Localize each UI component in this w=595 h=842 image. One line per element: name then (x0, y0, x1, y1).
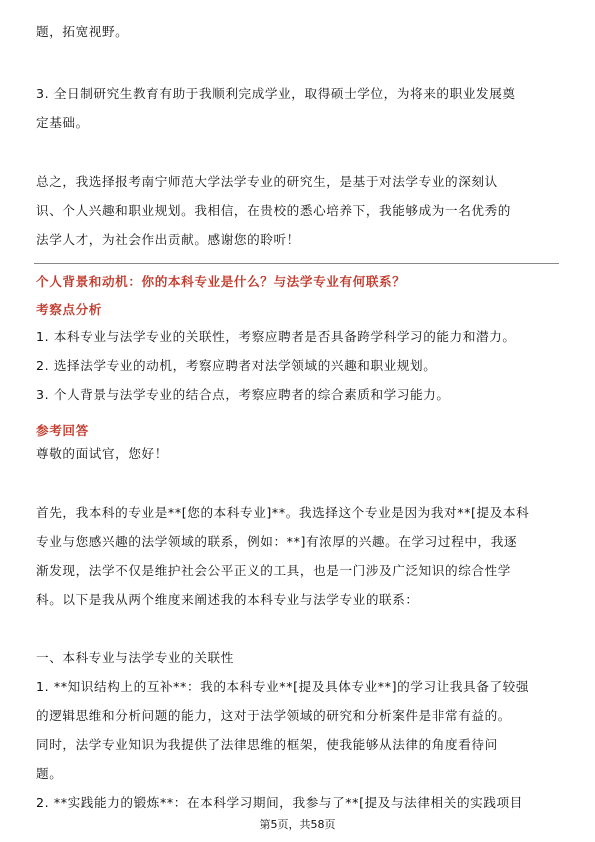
analysis-heading: 考察点分析 (36, 302, 102, 317)
answer-line: 2. **实践能力的锻炼**：在本科学习期间，我参与了**[提及与法律相关的实践项目 (36, 795, 523, 810)
body-text-line: 总之，我选择报考南宁师范大学法学专业的研究生，是基于对法学专业的深刻认 (36, 174, 498, 189)
answer-line: 渐发现，法学不仅是维护社会公平正义的工具，也是一门涉及广泛知识的综合性学 (36, 563, 511, 578)
analysis-item: 1. 本科专业与法学专业的关联性，考察应聘者是否具备跨学科学习的能力和潜力。 (36, 329, 516, 344)
answer-line: 尊敬的面试官，您好！ (36, 446, 168, 461)
body-text-line: 3. 全日制研究生教育有助于我顺利完成学业，取得硕士学位，为将来的职业发展奠 (36, 86, 516, 101)
answer-line: 的逻辑思维和分析问题的能力，这对于法学领域的研究和分析案件是非常有益的。 (36, 708, 511, 723)
question-heading: 个人背景和动机：你的本科专业是什么？与法学专业有何联系？ (36, 274, 406, 289)
answer-line: 科。以下是我从两个维度来阐述我的本科专业与法学专业的联系： (36, 592, 419, 607)
answer-heading: 参考回答 (36, 423, 89, 438)
body-text-line: 定基础。 (36, 115, 89, 130)
answer-line: 1. **知识结构上的互补**：我的本科专业**[提及具体专业**]的学习让我具备了较强 (36, 679, 530, 694)
answer-line: 首先，我本科的专业是**[您的本科专业]**。我选择这个专业是因为我对**[提及本科 (36, 505, 530, 520)
page-number: 第5页，共58页 (259, 818, 336, 831)
answer-line: 题。 (36, 766, 63, 781)
answer-line: 专业与您感兴趣的法学领域的联系，例如：**]有浓厚的兴趣。在学习过程中，我逐 (36, 534, 518, 549)
analysis-item: 3. 个人背景与法学专业的结合点，考察应聘者的综合素质和学习能力。 (36, 387, 450, 402)
body-text-line: 识、个人兴趣和职业规划。我相信，在贵校的悉心培养下，我能够成为一名优秀的 (36, 203, 511, 218)
section-divider (34, 263, 559, 264)
answer-subheading: 一、本科专业与法学专业的关联性 (36, 650, 234, 665)
analysis-item: 2. 选择法学专业的动机，考察应聘者对法学领域的兴趣和职业规划。 (36, 358, 437, 373)
answer-line: 同时，法学专业知识为我提供了法律思维的框架，使我能够从法律的角度看待问 (36, 737, 498, 752)
body-text-line: 法学人才，为社会作出贡献。感谢您的聆听！ (36, 232, 300, 247)
body-text-line: 题，拓宽视野。 (36, 24, 129, 39)
